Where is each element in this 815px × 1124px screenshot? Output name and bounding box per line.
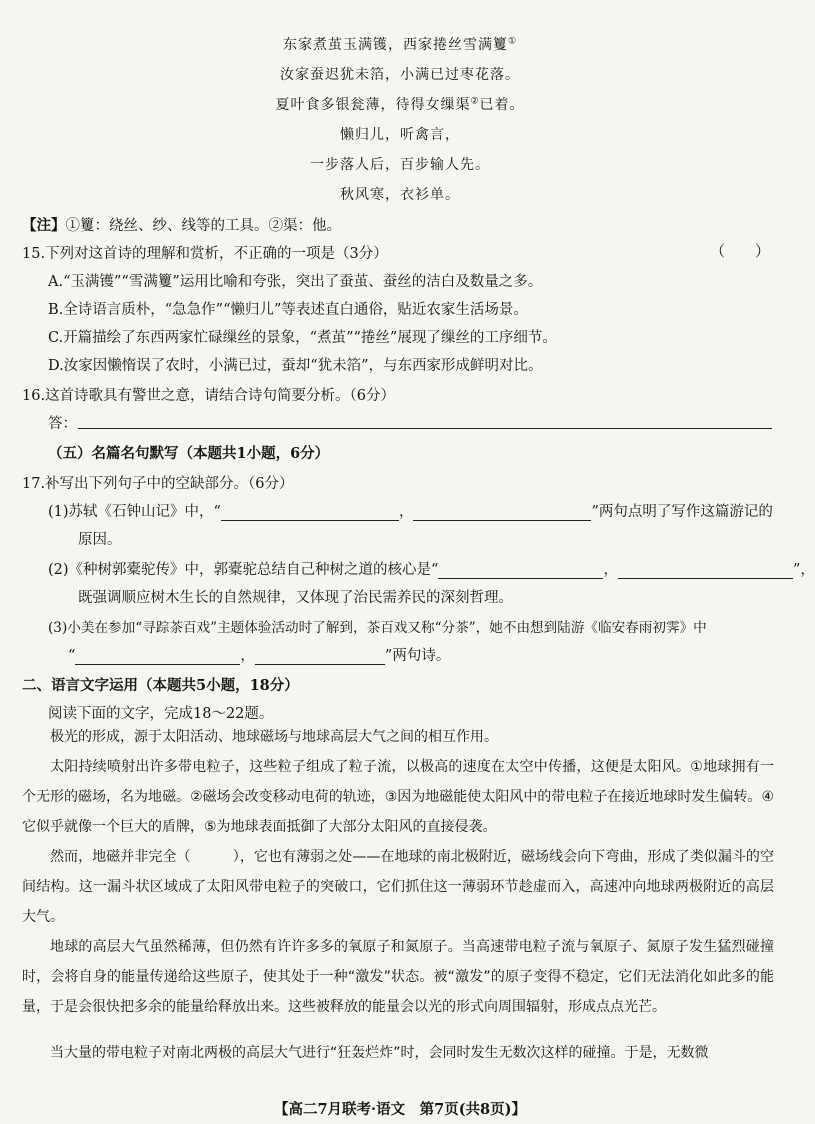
fill-blank[interactable]	[221, 504, 399, 521]
poem-line-6: 秋风寒，衣衫单。	[340, 187, 460, 203]
question-16-answer-line[interactable]	[78, 428, 772, 429]
poem-line-1: 东家煮茧玉满镬，西家捲丝雪满籰①	[282, 36, 518, 53]
section-5-title: （五）名篇名句默写（本题共1小题，6分）	[48, 445, 330, 462]
question-15-stem: 15.下列对这首诗的理解和赏析，不正确的一项是（3分）	[22, 246, 388, 262]
question-17-stem: 17.补写出下列句子中的空缺部分。（6分）	[22, 476, 294, 492]
question-15-option-c: C.开篇描绘了东西两家忙碌缫丝的景象，“煮茧”“捲丝”展现了缫丝的工序细节。	[48, 330, 557, 346]
question-17-item-1-cont: 原因。	[78, 532, 122, 548]
poem-line-2: 汝家蚕迟犹未箔，小满已过枣花落。	[280, 67, 520, 83]
question-15-option-b: B.全诗语言质朴，“急急作”“懒归儿”等表述直白通俗，贴近农家生活场景。	[48, 302, 528, 318]
question-16-answer-label: 答：	[48, 416, 77, 432]
fill-blank[interactable]	[75, 648, 240, 665]
section-2-instruction: 阅读下面的文字，完成18～22题。	[48, 706, 274, 722]
question-17-item-3-cont: “ ， ”两句诗。	[68, 648, 451, 664]
poem-line-4: 懒归儿，听禽言，	[340, 127, 460, 143]
question-17-item-1: (1)苏轼《石钟山记》中，“ ， ”两句点明了写作这篇游记的	[48, 504, 773, 520]
fill-blank[interactable]	[413, 504, 591, 521]
question-17-item-2-cont: 既强调顺应树木生长的自然规律，又体现了治民需养民的深刻哲理。	[78, 590, 513, 606]
passage-paragraph-5: 当大量的带电粒子对南北两极的高层大气进行“狂轰烂炸”时，会同时发生无数次这样的碰撞。于是，无数微	[50, 1045, 709, 1061]
passage-paragraph-1: 极光的形成，源于太阳活动、地球磁场与地球高层大气之间的相互作用。	[50, 729, 498, 745]
fill-blank[interactable]	[255, 648, 385, 665]
question-15-option-a: A.“玉满镬”“雪满籰”运用比喻和夸张，突出了蚕茧、蚕丝的洁白及数量之多。	[48, 274, 543, 290]
question-17-item-3: (3)小美在参加“寻踪茶百戏”主题体验活动时了解到，茶百戏又称“分茶”，她不由想到陆游《临安春雨初霁》中	[48, 620, 707, 636]
passage-paragraph-4: 地球的高层大气虽然稀薄，但仍然有许许多多的氧原子和氮原子。当高速带电粒子流与氧原子、氮原子发生猛烈碰撞时，会将自身的能量传递给这些原子，使其处于一种“激发”状态。被“激发”的原子变得不稳定，它们无法消化如此多的能量，于是会很快把多余的能量给释放出来。这些被释放的能量会以光的形式向周围辐射，形成点点光芒。	[22, 939, 774, 1015]
poem-line-3: 夏叶食多银瓮薄，待得女缫渠②已着。	[275, 96, 525, 113]
passage-paragraph-2: 太阳持续喷射出许多带电粒子，这些粒子组成了粒子流，以极高的速度在太空中传播，这便是太阳风。①地球拥有一个无形的磁场，名为地磁。②磁场会改变移动电荷的轨迹，③因为地磁能使太阳风中的带电粒子在接近地球时发生偏转。④它似乎就像一个巨大的盾牌，⑤为地球表面抵御了大部分太阳风的直接侵袭。	[22, 759, 774, 835]
question-15-answer-bracket[interactable]: （ ）	[709, 242, 770, 260]
page-footer: 【高二7月联考·语文 第7页(共8页)】	[273, 1101, 527, 1118]
question-15-option-d: D.汝家因懒惰误了农时，小满已过，蚕却“犹未箔”，与东西家形成鲜明对比。	[48, 358, 543, 374]
question-17-item-2: (2)《种树郭橐驼传》中，郭橐驼总结自己种树之道的核心是“ ， ”，	[48, 562, 815, 578]
poem-line-5: 一步落人后，百步输人先。	[310, 157, 490, 173]
section-2-title: 二、语言文字运用（本题共5小题，18分）	[22, 677, 299, 694]
question-16-stem: 16.这首诗歌具有警世之意，请结合诗句简要分析。（6分）	[22, 388, 396, 404]
passage-paragraph-3: 然而，地磁并非完全（ ），它也有薄弱之处——在地球的南北极附近，磁场线会向下弯曲，形成了类似漏斗的空间结构。这一漏斗状区域成了太阳风带电粒子的突破口，它们抓住这一薄弱环节趁虚而入，高速冲向地球两极附近的高层大气。	[22, 849, 774, 925]
poem-note: 【注】①籰：绕丝、纱、线等的工具。②渠：他。	[22, 217, 341, 234]
fill-blank[interactable]	[438, 562, 603, 579]
fill-blank[interactable]	[618, 562, 793, 579]
